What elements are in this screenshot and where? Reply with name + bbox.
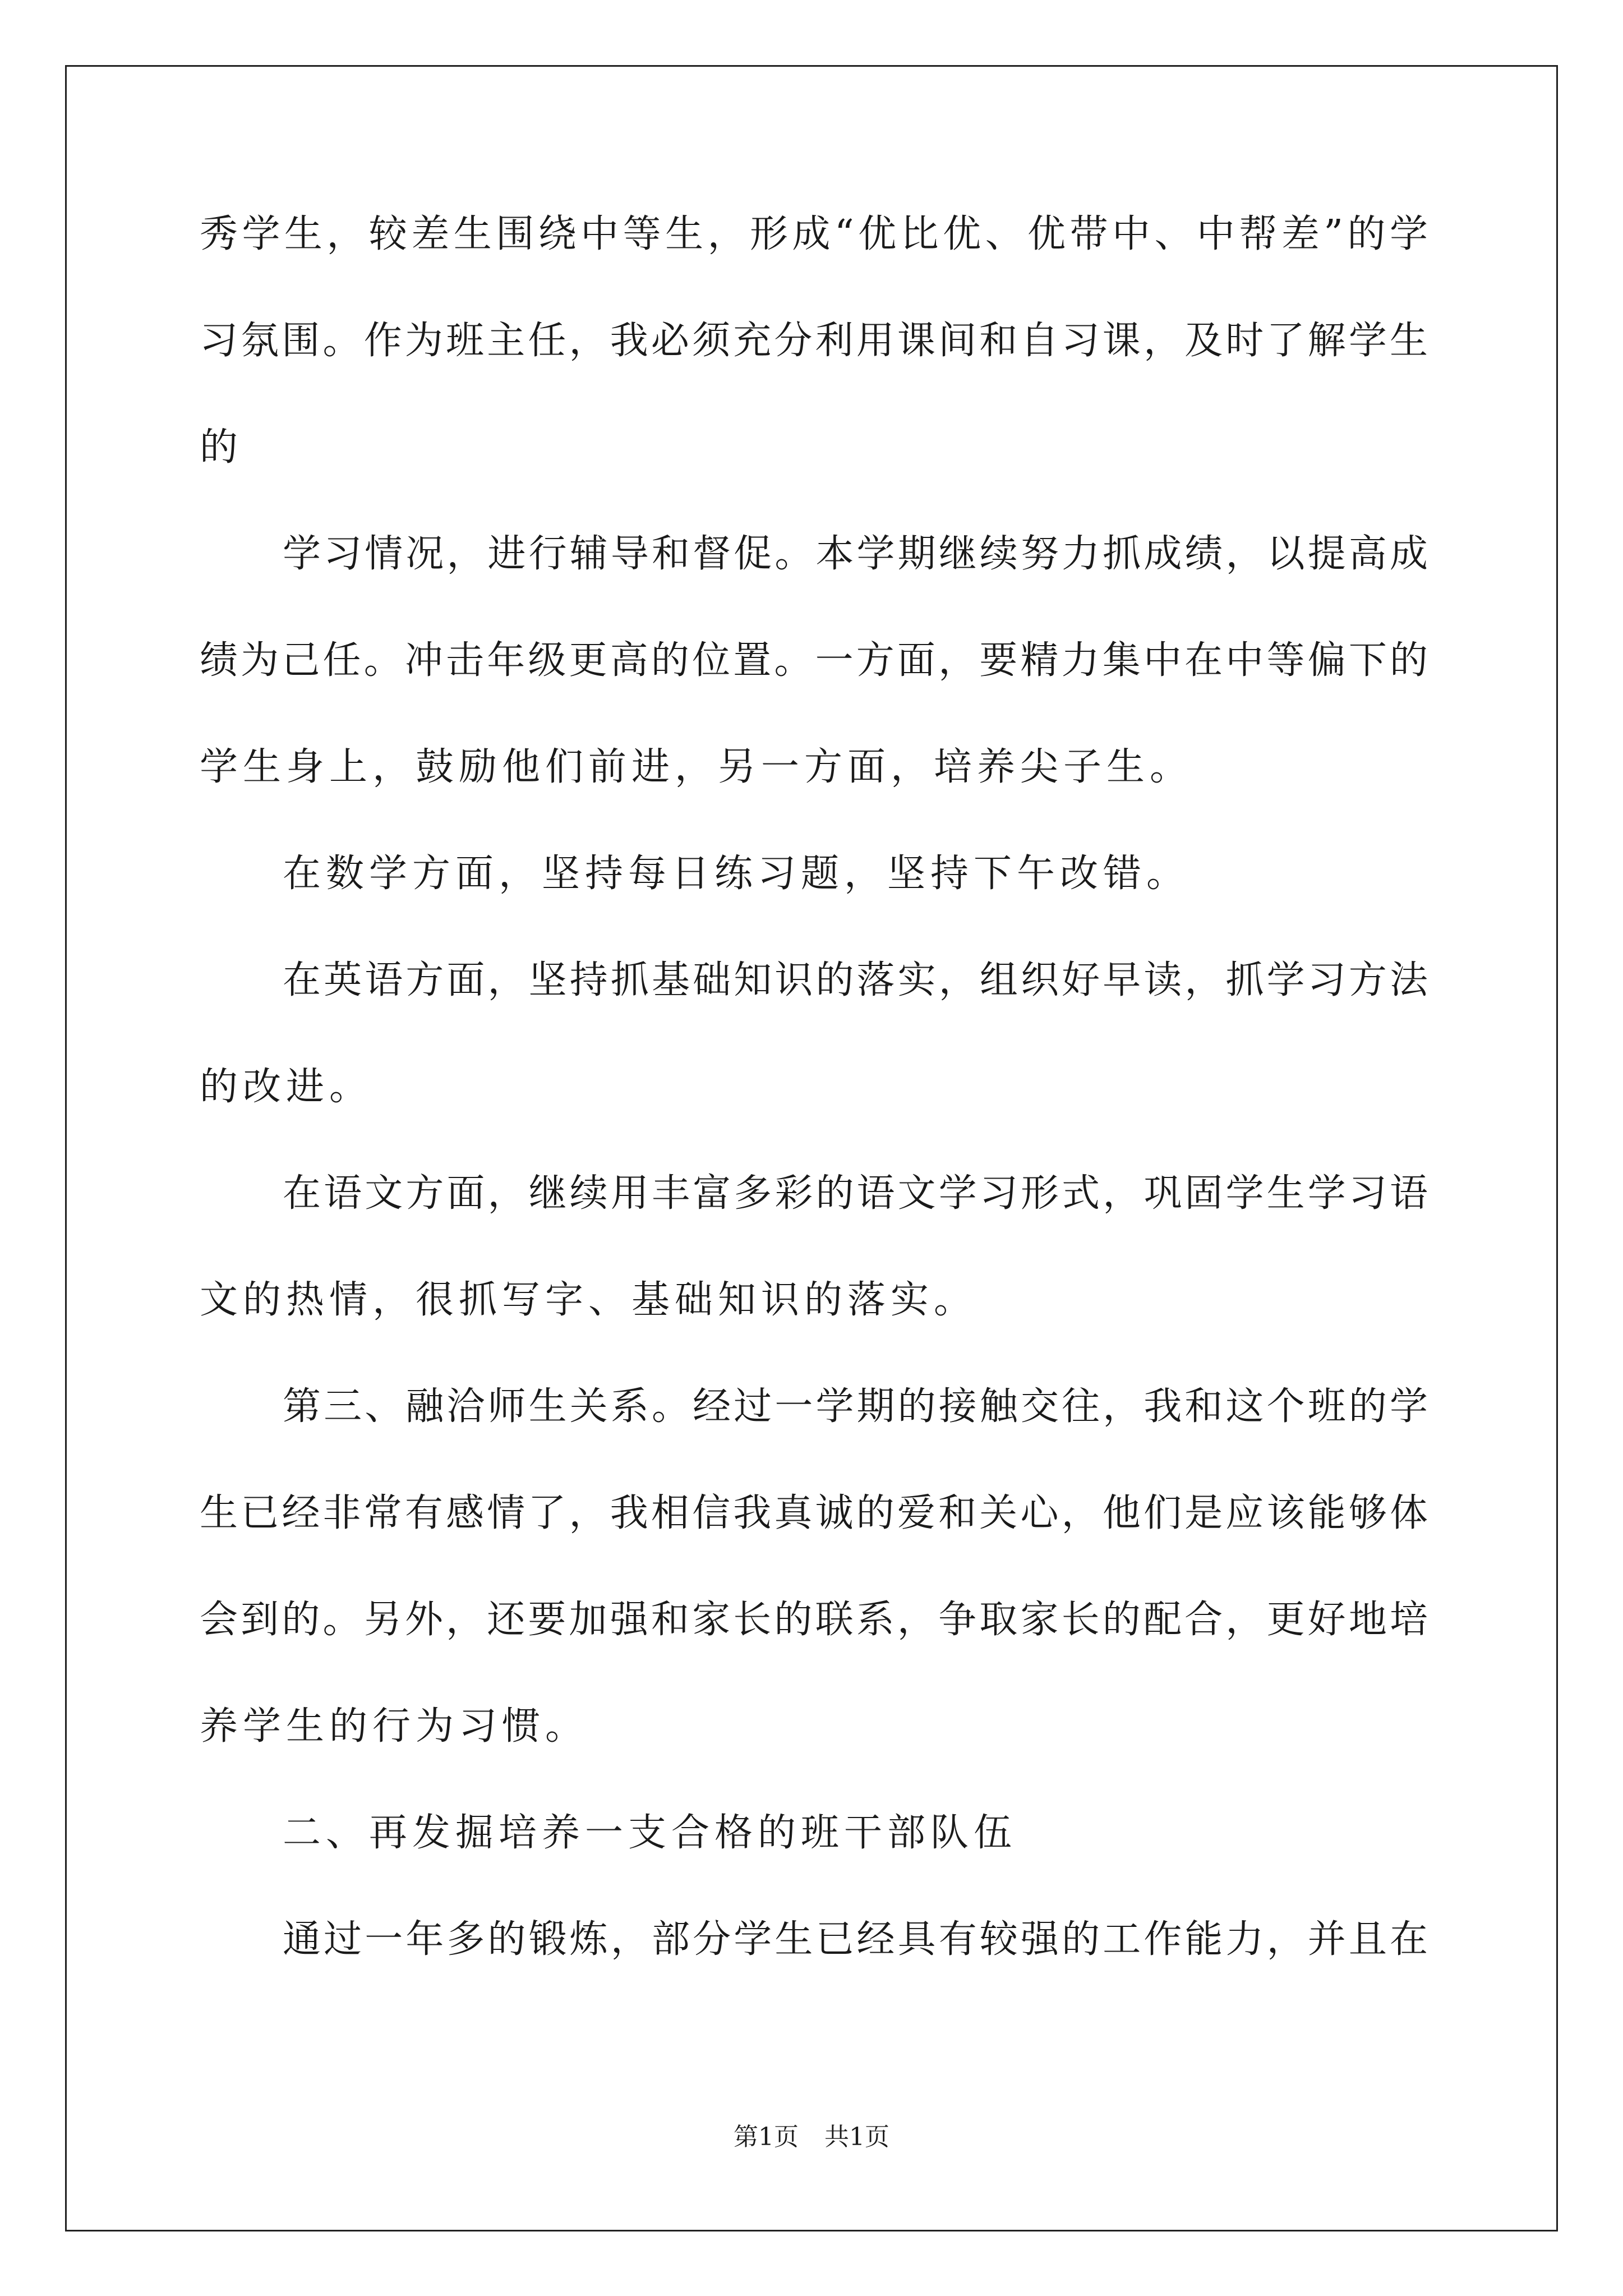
- text-line: 学习情况，进行辅导和督促。本学期继续努力抓成绩，以提高成: [283, 532, 1428, 576]
- text-line: 的改进。: [200, 1065, 373, 1109]
- text-line: 在英语方面，坚持抓基础知识的落实，组织好早读，抓学习方法: [283, 958, 1428, 1002]
- text-line: 通过一年多的锻炼，部分学生已经具有较强的工作能力，并且在: [283, 1917, 1428, 1962]
- text-line: 在语文方面，继续用丰富多彩的语文学习形式，巩固学生学习语: [283, 1171, 1428, 1216]
- text-line: 生已经非常有感情了，我相信我真诚的爱和关心，他们是应该能够体: [200, 1491, 1428, 1535]
- text-line: 绩为己任。冲击年级更高的位置。一方面，要精力集中在中等偏下的: [200, 638, 1428, 683]
- text-line: 第三、融洽师生关系。经过一学期的接触交往，我和这个班的学: [283, 1384, 1428, 1429]
- page-number: 第1页: [734, 2123, 799, 2151]
- section-heading: 二、再发掘培养一支合格的班干部队伍: [283, 1811, 1017, 1855]
- text-line: 文的热情，很抓写字、基础知识的落实。: [200, 1278, 978, 1322]
- text-line: 会到的。另外，还要加强和家长的联系，争取家长的配合，更好地培: [200, 1598, 1428, 1642]
- text-line: 养学生的行为习惯。: [200, 1704, 589, 1749]
- page-border: [65, 65, 1558, 2231]
- page-total: 共1页: [824, 2123, 889, 2151]
- text-line: 学生身上，鼓励他们前进，另一方面，培养尖子生。: [200, 745, 1193, 789]
- text-line: 秀学生，较差生围绕中等生，形成“优比优、优带中、中帮差”的学: [200, 212, 1428, 256]
- text-line: 的: [200, 425, 243, 470]
- text-line: 习氛围。作为班主任，我必须充分利用课间和自习课，及时了解学生: [200, 319, 1428, 363]
- page-footer: [0, 2120, 1623, 2154]
- text-line: 在数学方面，坚持每日练习题，坚持下午改错。: [283, 852, 1190, 896]
